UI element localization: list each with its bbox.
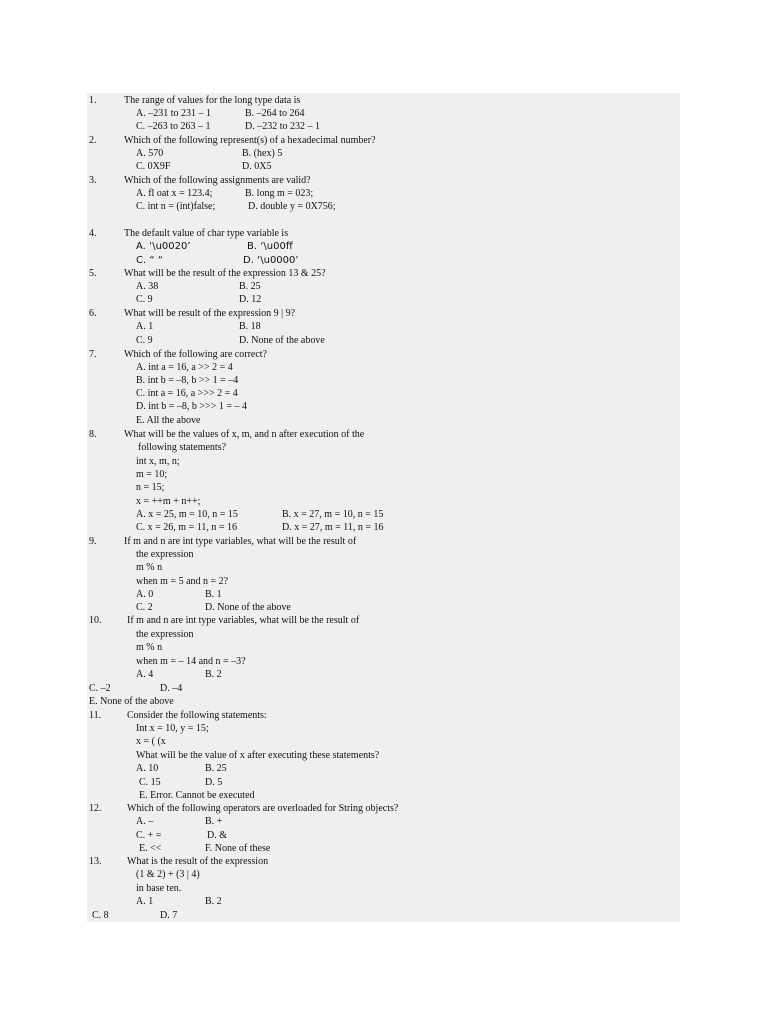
text-line: 7. xyxy=(89,349,97,360)
text-line: 12. xyxy=(89,803,102,814)
text-line: (1 & 2) + (3 | 4) xyxy=(136,869,200,880)
text-line: x = ++m + n++; xyxy=(136,496,201,507)
text-line: C. int n = (int)false; xyxy=(136,201,216,212)
text-line: The default value of char type variable is xyxy=(124,228,289,239)
text-line: D. ‘\u0000’ xyxy=(243,255,299,266)
text-line: D. double y = 0X756; xyxy=(248,201,336,212)
text-line: m % n xyxy=(136,642,163,653)
text-line: C. 9 xyxy=(136,335,153,346)
text-line: m % n xyxy=(136,562,163,573)
text-line: C. –2 xyxy=(89,683,111,694)
text-line: D. –4 xyxy=(160,683,183,694)
text-line: B. 2 xyxy=(205,669,222,680)
text-line: A. x = 25, m = 10, n = 15 xyxy=(136,509,238,520)
text-line: C. 8 xyxy=(92,910,109,921)
text-line: D. 12 xyxy=(239,294,262,305)
text-line: B. 18 xyxy=(239,321,261,332)
text-line: following statements? xyxy=(138,442,227,453)
text-line: D. int b = –8, b >>> 1 = – 4 xyxy=(136,401,247,412)
text-line: D. None of the above xyxy=(205,602,291,613)
text-line: B. int b = –8, b >> 1 = –4 xyxy=(136,375,239,386)
text-line: 9. xyxy=(89,536,97,547)
text-line: B. 25 xyxy=(205,763,227,774)
text-line: B. x = 27, m = 10, n = 15 xyxy=(282,509,384,520)
text-line: in base ten. xyxy=(136,883,182,894)
text-line: A. 1 xyxy=(136,896,154,907)
text-line: B. + xyxy=(205,816,223,827)
text-line: A. int a = 16, a >> 2 = 4 xyxy=(136,362,233,373)
text-line: 10. xyxy=(89,615,102,626)
text-line: C. 2 xyxy=(136,602,153,613)
text-line: A. 1 xyxy=(136,321,154,332)
text-line: 13. xyxy=(89,856,102,867)
text-line: B. 25 xyxy=(239,281,261,292)
text-line: Which of the following assignments are valid? xyxy=(124,175,311,186)
text-line: the expression xyxy=(136,549,194,560)
text-line: C. 0X9F xyxy=(136,161,171,172)
text-line: m = 10; xyxy=(136,469,168,480)
text-line: 11. xyxy=(89,710,102,721)
text-line: A. 4 xyxy=(136,669,154,680)
text-line: If m and n are int type variables, what will be the result of xyxy=(127,615,360,626)
text-line: A. fl oat x = 123.4; xyxy=(136,188,213,199)
text-line: A. –231 to 231 – 1 xyxy=(136,108,211,119)
text-line: C. int a = 16, a >>> 2 = 4 xyxy=(136,388,238,399)
text-line: What is the result of the expression xyxy=(127,856,269,867)
text-line: int x, m, n; xyxy=(136,456,180,467)
text-line: D. None of the above xyxy=(239,335,325,346)
text-line: The range of values for the long type data is xyxy=(124,95,301,106)
text-line: 4. xyxy=(89,228,97,239)
text-line: Consider the following statements: xyxy=(127,710,267,721)
text-line: D. & xyxy=(207,830,227,841)
text-line: B. (hex) 5 xyxy=(242,148,283,159)
text-line: E. All the above xyxy=(136,415,201,426)
text-line: F. None of these xyxy=(205,843,271,854)
text-line: What will be the value of x after executing these statements? xyxy=(136,750,380,761)
text-line: What will be the result of the expression 13 & 25? xyxy=(124,268,326,279)
text-line: when m = 5 and n = 2? xyxy=(136,576,229,587)
text-line: D. –232 to 232 – 1 xyxy=(245,121,320,132)
text-line: Which of the following represent(s) of a hexadecimal number? xyxy=(124,135,376,146)
text-line: What will be the values of x, m, and n after execution of the xyxy=(124,429,365,440)
text-line: 5. xyxy=(89,268,97,279)
text-line: B. ‘\u00ff xyxy=(247,241,293,252)
text-line: A. 0 xyxy=(136,589,154,600)
text-line: What will be result of the expression 9 | 9? xyxy=(124,308,296,319)
text-line: D. x = 27, m = 11, n = 16 xyxy=(282,522,384,533)
text-line: If m and n are int type variables, what will be the result of xyxy=(124,536,357,547)
text-line: 3. xyxy=(89,175,97,186)
text-line: E. None of the above xyxy=(89,696,174,707)
text-line: B. –264 to 264 xyxy=(245,108,305,119)
text-line: 8. xyxy=(89,429,97,440)
text-line: E. << xyxy=(139,843,162,854)
text-line: when m = – 14 and n = –3? xyxy=(136,656,246,667)
text-line: D. 7 xyxy=(160,910,178,921)
text-line: C. x = 26, m = 11, n = 16 xyxy=(136,522,237,533)
text-line: 6. xyxy=(89,308,97,319)
text-line: B. long m = 023; xyxy=(245,188,314,199)
text-line: Int x = 10, y = 15; xyxy=(136,723,209,734)
text-line: C. “ “ xyxy=(136,255,163,266)
text-line: Which of the following operators are overloaded for String objects? xyxy=(127,803,399,814)
text-line: B. 1 xyxy=(205,589,222,600)
text-line: A. 10 xyxy=(136,763,159,774)
text-line: 2. xyxy=(89,135,97,146)
text-line: C. –263 to 263 – 1 xyxy=(136,121,211,132)
text-line: D. 5 xyxy=(205,777,223,788)
text-line: E. Error. Cannot be executed xyxy=(139,790,255,801)
text-line: the expression xyxy=(136,629,194,640)
text-line: C. + = xyxy=(136,830,162,841)
text-line: A. – xyxy=(136,816,154,827)
text-line: D. 0X5 xyxy=(242,161,272,172)
text-line: A. 38 xyxy=(136,281,159,292)
text-line: B. 2 xyxy=(205,896,222,907)
text-line: A. 570 xyxy=(136,148,164,159)
text-line: C. 15 xyxy=(139,777,161,788)
text-line: x = ( (x xyxy=(136,736,166,747)
text-line: C. 9 xyxy=(136,294,153,305)
text-line: A. ‘\u0020’ xyxy=(136,241,191,252)
text-line: Which of the following are correct? xyxy=(124,349,267,360)
text-line: 1. xyxy=(89,95,97,106)
text-line: n = 15; xyxy=(136,482,165,493)
